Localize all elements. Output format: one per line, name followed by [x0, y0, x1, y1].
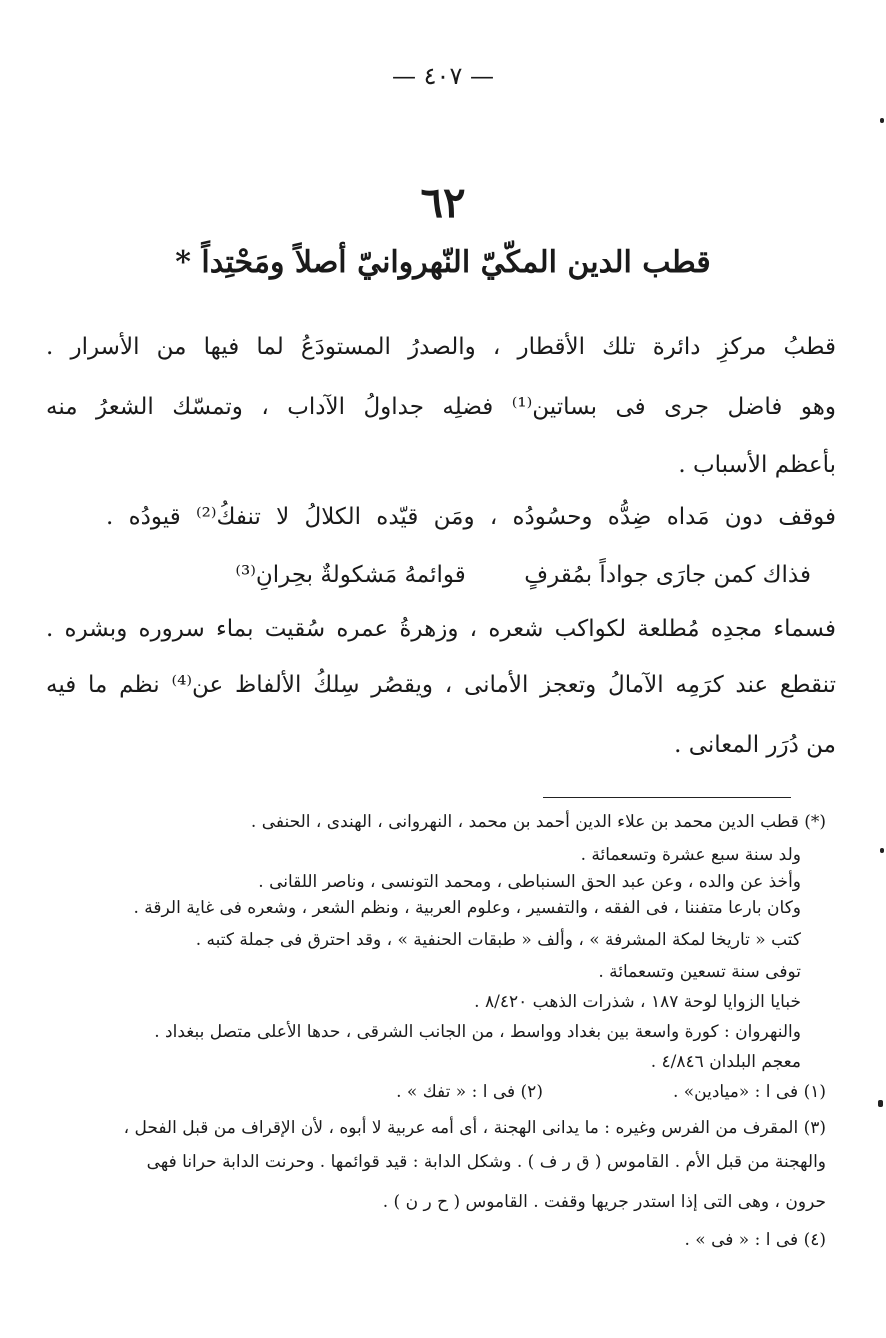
footnote-2: (٢) فى ا : « تفك » . [396, 1082, 543, 1102]
body-line: من دُرَر المعانى . [674, 732, 836, 758]
footnote-star-line: (*) قطب الدين محمد بن علاء الدين أحمد بن محمد ، النهروانى ، الهندى ، الحنفى . [250, 812, 826, 832]
body-line: تنقطع عند كرَمِه الآمالُ وتعجز الأمانى ، ويقصُر سِلكُ الألفاظ عن⁽⁴⁾ نظم ما فيه [46, 672, 836, 698]
body-line: قطبُ مركزِ دائرة تلك الأقطار ، والصدرُ المستودَعُ لما فيها من الأسرار . [46, 334, 836, 360]
entry-title: قطب الدين المكّيّ النّهروانيّ أصلاً ومَحْتِداً * [175, 245, 711, 280]
footnote-row-1-2 [126, 1080, 826, 1104]
footnote-divider [543, 797, 791, 798]
footnote-star-line: وكان بارعا متفننا ، فى الفقه ، والتفسير ، وعلوم العربية ، ونظم الشعر ، وشعره فى غاية الرقة . [133, 898, 801, 918]
scan-speck [878, 1100, 883, 1107]
body-line: بأعظم الأسباب . [678, 452, 836, 478]
body-line: فسماء مجدِه مُطلعة لكواكب شعره ، وزهرةُ عمره سُقيت بماء سروره وبشره . [46, 616, 836, 642]
scan-speck [880, 848, 884, 853]
footnote-star-line: وأخذ عن والده ، وعن عبد الحق السنباطى ، ومحمد التونسى ، وناصر اللقانى . [258, 872, 801, 892]
footnote-4: (٤) فى ا : « فى » . [684, 1230, 826, 1250]
verse-line: فذاك كمن جارَى جواداً بمُقرفٍ قوائمهُ مَشكولةٌ بحِرانِ⁽³⁾ [235, 562, 811, 588]
footnote-star-line: والنهروان : كورة واسعة بين بغداد وواسط ، من الجانب الشرقى ، حدها الأعلى متصل ببغداد . [154, 1022, 801, 1042]
footnote-3-line: حرون ، وهى التى إذا استدر جريها وقفت . القاموس ( ح ر ن ) . [382, 1192, 826, 1212]
footnote-star-line: خبايا الزوايا لوحة ١٨٧ ، شذرات الذهب ٨/٤٢٠ . [474, 992, 801, 1012]
footnote-star-line: معجم البلدان ٤/٨٤٦ . [650, 1052, 801, 1072]
body-line: وهو فاضل جرى فى بساتين⁽¹⁾ فضلِه جداولُ الآداب ، وتمسّك الشعرُ منه [46, 394, 836, 420]
page-number: — ٤٠٧ — [392, 62, 494, 90]
footnote-3-line: والهجنة من قبل الأم . القاموس ( ق ر ف ) . وشكل الدابة : قيد قوائمها . وحرنت الدابة حرانا فهى [146, 1152, 826, 1172]
scan-speck [880, 118, 884, 123]
body-line: فوقف دون مَداه ضِدُّه وحسُودُه ، ومَن قيّده الكلالُ لا تنفكُ⁽²⁾ قيودُه . [106, 504, 836, 530]
footnote-3-line: (٣) المقرف من الفرس وغيره : ما يدانى الهجنة ، أى أمه عربية لا أبوه ، لأن الإقراف من قبل الفحل ، [123, 1118, 826, 1138]
entry-number: ٦٢ [420, 178, 466, 227]
footnote-1: (١) فى ا : «ميادين» . [672, 1082, 826, 1102]
footnote-star-line: ولد سنة سبع عشرة وتسعمائة . [580, 845, 801, 865]
footnote-star-line: توفى سنة تسعين وتسعمائة . [598, 962, 801, 982]
footnote-star-line: كتب « تاريخا لمكة المشرفة » ، وألف « طبقات الحنفية » ، وقد احترق فى جملة كتبه . [195, 930, 801, 950]
